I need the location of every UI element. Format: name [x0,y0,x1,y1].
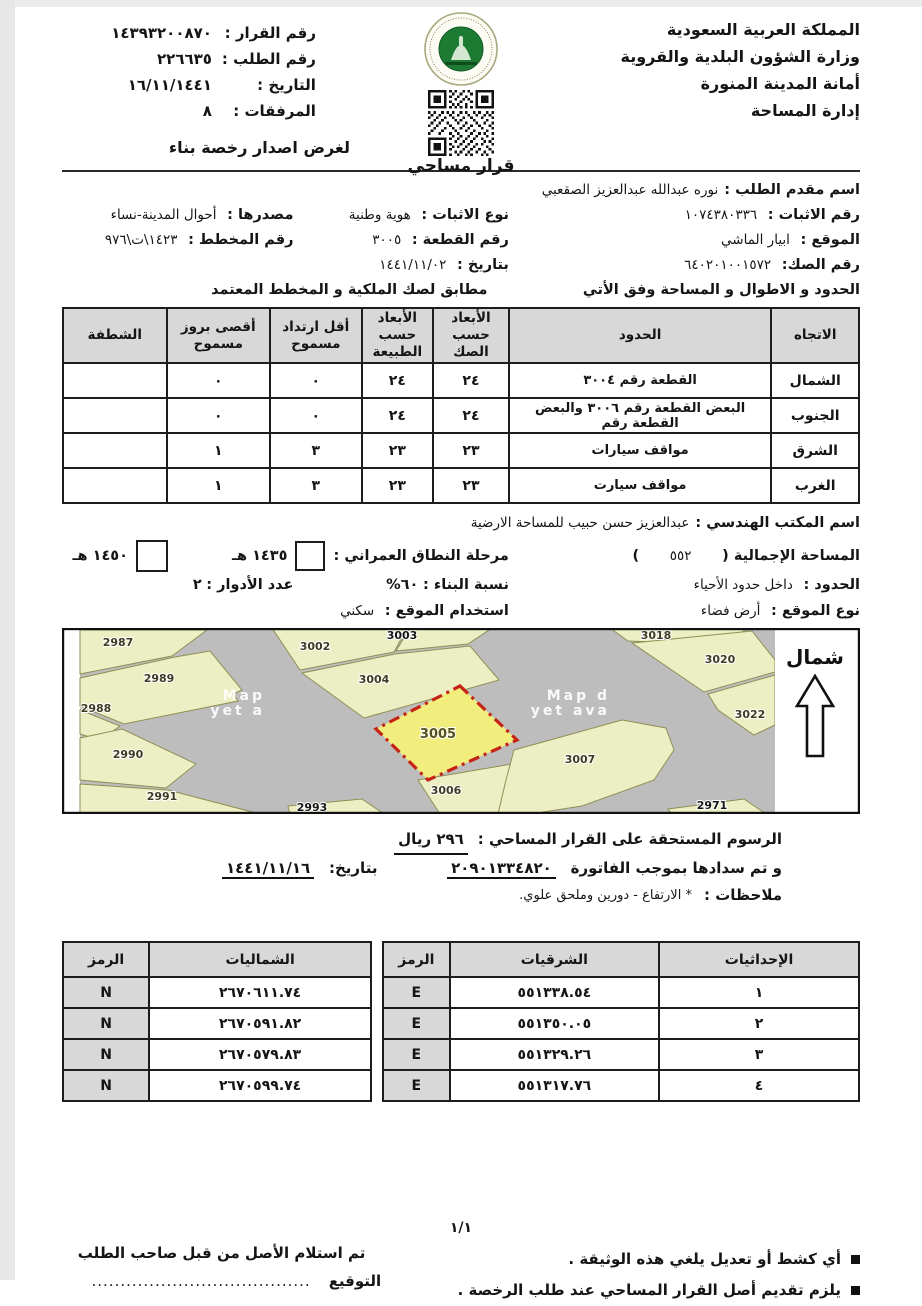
parcel-label: 3022 [734,708,766,721]
east-nature-dim: ٢٣ [362,433,434,468]
deed-number-value: ٦٤٠٢٠١٠٠١٥٧٢ [684,257,772,273]
point-2: ٢ [659,1008,859,1039]
stage-1435-value: ١٤٣٥ هـ [232,548,288,564]
coord-row [383,1039,859,1070]
notes-value: * الارتفاع - دورين وملحق علوي. [519,888,692,903]
east-deed-dim: ٢٣ [433,433,509,468]
total-area-close: ) [632,548,640,564]
north-label: شمال [786,645,844,669]
office-value: عبدالعزيز حسن حبيب للمساحة الارضية [470,515,690,531]
header-line-department: إدارة المساحة [750,101,860,120]
bounds-intro-text: الحدود و الاطوال و المساحة وفق الأتي [582,282,860,298]
parcel-label: 3007 [564,753,596,766]
document-header [62,10,860,176]
code-n-4: N [63,1070,149,1101]
total-area-label: المساحة الإجمالية ( [722,548,860,564]
stage-1450-value: ١٤٥٠ هـ [72,548,129,564]
attachments-label: المرفقات : [233,102,316,120]
site-type-row [62,598,860,624]
coord-row [383,977,859,1008]
west-nature-dim: ٢٣ [362,468,434,503]
coord-row [63,1070,371,1101]
col-direction: الاتجاه [771,308,859,363]
south-nature-dim: ٢٤ [362,398,434,433]
table-row-north [63,363,859,398]
footer-section [62,1244,860,1306]
north-protrusion: ٠ [167,363,270,398]
document-title: قرار مساحي [407,156,515,176]
parcel-label: 3020 [704,653,736,666]
south-setback: ٠ [270,398,362,433]
col-nature-dims: الأبعاد حسب الطبيعة [362,308,434,363]
fees-section [62,826,860,909]
coord-row [63,1008,371,1039]
parcel-label: 3002 [299,640,331,653]
col-boundaries: الحدود [509,308,772,363]
svg-text:Map d: Map d [546,688,610,704]
header-line-country: المملكة العربية السعودية [666,20,860,39]
parcel-label: 3018 [640,629,672,642]
south-deed-dim: ٢٤ [433,398,509,433]
south-protrusion: ٠ [167,398,270,433]
easting-1: ٥٥١٣٣٨.٥٤ [450,977,659,1008]
northing-2: ٢٦٧٠٥٩١.٨٢ [149,1008,371,1039]
northings-header: الشماليات [149,942,371,977]
id-number-value: ١٠٧٤٣٨٠٣٣٦ [684,207,758,223]
build-ratio-value: %٦٠ [386,577,419,593]
bounds-ratio-row [62,572,860,598]
west-deed-dim: ٢٣ [433,468,509,503]
north-direction: الشمال [771,363,859,398]
header-line-ministry: وزارة الشؤون البلدية والقروية [620,47,860,66]
build-ratio-label: نسبة البناء : [422,577,509,593]
attachments-field [62,98,354,124]
id-type-label: نوع الاثبات : [421,207,509,223]
parcel-label: 2990 [112,748,144,761]
south-chamfer [63,398,167,433]
parcel-label: 2991 [146,790,178,803]
coord-row [383,1008,859,1039]
location-label: الموقع : [800,232,860,248]
ministry-logo [421,10,501,88]
decision-number-label: رقم القرار : [224,24,316,42]
details-section [62,510,860,624]
coord-row [63,1039,371,1070]
stage-1435-checkbox [295,541,325,571]
table-row-west [63,468,859,503]
applicant-name-row [62,178,860,203]
east-protrusion: ١ [167,433,270,468]
fees-amount: ٢٩٦ ريال [394,826,468,855]
bullet-square-icon [851,1255,860,1264]
west-setback: ٣ [270,468,362,503]
northings-table [62,941,372,1102]
point-3: ٣ [659,1039,859,1070]
decision-number-value: ١٤٣٩٣٢٠٠٨٧٠ [111,24,212,42]
receipt-block [62,1244,381,1306]
svg-text:Map: Map [222,688,265,704]
bounds-value: داخل حدود الأحياء [693,577,793,593]
request-number-field [62,46,354,72]
eastings-table [382,941,860,1102]
east-direction: الشرق [771,433,859,468]
south-boundary: البعض القطعة رقم ٣٠٠٦ والبعض القطعة رقم [509,398,772,433]
code-n-3: N [63,1039,149,1070]
office-label: اسم المكتب الهندسي : [695,515,860,531]
west-protrusion: ١ [167,468,270,503]
code-n-2: N [63,1008,149,1039]
northing-1: ٢٦٧٠٦١١.٧٤ [149,977,371,1008]
area-stage-row [62,540,860,572]
parcel-label: 2989 [143,672,175,685]
parcel-number-label: رقم القطعة : [411,232,509,248]
footer-note-2: يلزم تقديم أصل القرار المساحي عند طلب الرخصة . [457,1281,841,1299]
point-4: ٤ [659,1070,859,1101]
office-row [62,510,860,536]
code-e-4: E [383,1070,450,1101]
col-deed-dims: الأبعاد حسب الصك [433,308,509,363]
ministry-header-block [568,10,860,124]
applicant-name-label: اسم مقدم الطلب : [724,182,860,198]
location-row [62,228,860,253]
code-header-n: الرمز [63,942,149,977]
invoice-line [222,855,782,882]
id-row [62,203,860,228]
page-number: ١/١ [449,1220,473,1236]
parcel-map [62,628,860,814]
decision-meta-block [62,10,354,157]
north-deed-dim: ٢٤ [433,363,509,398]
dimensions-table [62,307,860,504]
floors-label: عدد الأدوار : [206,577,294,593]
deed-row [62,253,860,278]
west-direction: الغرب [771,468,859,503]
footer-notes [421,1244,860,1306]
invoice-number: ٢٠٩٠١٣٣٤٨٢٠ [447,859,556,879]
deed-date-value: ١٤٤١/١١/٠٢ [379,257,447,273]
id-source-value: أحوال المدينة-نساء [110,207,217,223]
applicant-info-section [62,178,860,303]
request-number-value: ٢٢٦٦٣٥ [157,50,212,68]
date-value: ١٦/١١/١٤٤١ [127,76,212,94]
table-row-east [63,433,859,468]
col-max-protrusion: أقصى بروز مسموح [167,308,270,363]
north-nature-dim: ٢٤ [362,363,434,398]
floors-value: ٢ [192,577,202,593]
purpose-line: لغرض اصدار رخصة بناء [168,138,350,157]
northing-4: ٢٦٧٠٥٩٩.٧٤ [149,1070,371,1101]
svg-text:yet ava: yet ava [530,703,610,719]
west-chamfer [63,468,167,503]
site-use-value: سكني [340,603,375,619]
easting-4: ٥٥١٣١٧.٧٦ [450,1070,659,1101]
code-header-e: الرمز [383,942,450,977]
parcel-label: 2987 [102,636,134,649]
urban-stage-label: مرحلة النطاق العمراني : [333,548,509,564]
date-field [62,72,354,98]
header-center-block [354,10,568,176]
bounds-label: الحدود : [803,577,860,593]
request-number-label: رقم الطلب : [221,50,316,68]
east-setback: ٣ [270,433,362,468]
plan-number-value: ١٤٢٣\ت\٩٧٦ [104,232,178,248]
id-type-value: هوية وطنية [348,207,411,223]
decision-number-field [62,20,354,46]
code-e-2: E [383,1008,450,1039]
header-line-municipality: أمانة المدينة المنورة [700,74,860,93]
applicant-name-value: نوره عبدالله عبدالعزيز الصقعبي [541,182,719,198]
fees-line [62,826,782,855]
svg-text:yet a: yet a [210,703,265,719]
northing-3: ٢٦٧٠٥٧٩.٨٣ [149,1039,371,1070]
south-direction: الجنوب [771,398,859,433]
parcel-label: 2993 [296,801,328,814]
attachments-value: ٨ [202,102,212,120]
dimensions-header-row [63,308,859,363]
footer-note-1: أي كشط أو تعديل يلغي هذه الوثيقة . [568,1250,841,1268]
parcel-label: 3006 [430,784,462,797]
coord-row [383,1070,859,1101]
parcel-label: 2971 [696,799,728,812]
west-boundary: مواقف سيارت [509,468,772,503]
coordinates-section [62,941,860,1102]
point-header: الإحداثيات [659,942,859,977]
id-number-label: رقم الاثبات : [767,207,860,223]
payment-date-label: بتاريخ: [328,859,378,877]
parcel-label: 3003 [386,629,418,642]
notes-label: ملاحظات : [703,886,782,904]
north-chamfer [63,363,167,398]
point-1: ١ [659,977,859,1008]
invoice-label: و تم سدادها بموجب الفاتورة [570,859,782,877]
code-e-3: E [383,1039,450,1070]
site-use-label: استخدام الموقع : [384,603,509,619]
qr-code [427,90,495,156]
col-min-setback: أقل ارتداد مسموح [270,308,362,363]
east-chamfer [63,433,167,468]
north-setback: ٠ [270,363,362,398]
fees-label: الرسوم المستحقة على القرار المساحي : [477,830,782,848]
bounds-intro-row [62,278,860,303]
total-area-value: ٥٥٢ [669,548,692,564]
notes-line [62,882,782,909]
payment-date-value: ١٤٤١/١١/١٦ [222,859,314,879]
table-row-south [63,398,859,433]
signature-label: التوقيع [328,1272,382,1290]
plan-number-label: رقم المخطط : [188,232,294,248]
parcel-label: 2988 [80,702,112,715]
site-type-label: نوع الموقع : [771,603,860,619]
bullet-square-icon [851,1286,860,1295]
location-value: ابيار الماشي [721,232,790,248]
deed-date-label: بتاريخ : [456,257,509,273]
parcel-label-highlighted: 3005 [419,727,457,742]
easting-3: ٥٥١٣٢٩.٢٦ [450,1039,659,1070]
signature-dots: ...................................... [91,1272,311,1290]
code-e-1: E [383,977,450,1008]
date-label: التاريخ : [257,76,316,94]
conforms-text: مطابق لصك الملكية و المخطط المعتمد [211,282,488,298]
east-boundary: مواقف سيارات [509,433,772,468]
easting-2: ٥٥١٣٥٠.٠٥ [450,1008,659,1039]
coord-row [63,977,371,1008]
receipt-statement: تم استلام الأصل من قبل صاحب الطلب [77,1244,366,1262]
parcel-label: 3004 [358,673,390,686]
col-chamfer: الشطفة [63,308,167,363]
parcel-number-value: ٣٠٠٥ [372,232,402,248]
eastings-header: الشرقيات [450,942,659,977]
north-boundary: القطعة رقم ٣٠٠٤ [509,363,772,398]
stage-1450-checkbox [136,540,168,572]
id-source-label: مصدرها : [227,207,294,223]
site-type-value: أرض فضاء [700,603,761,619]
code-n-1: N [63,977,149,1008]
deed-number-label: رقم الصك: [781,257,860,273]
